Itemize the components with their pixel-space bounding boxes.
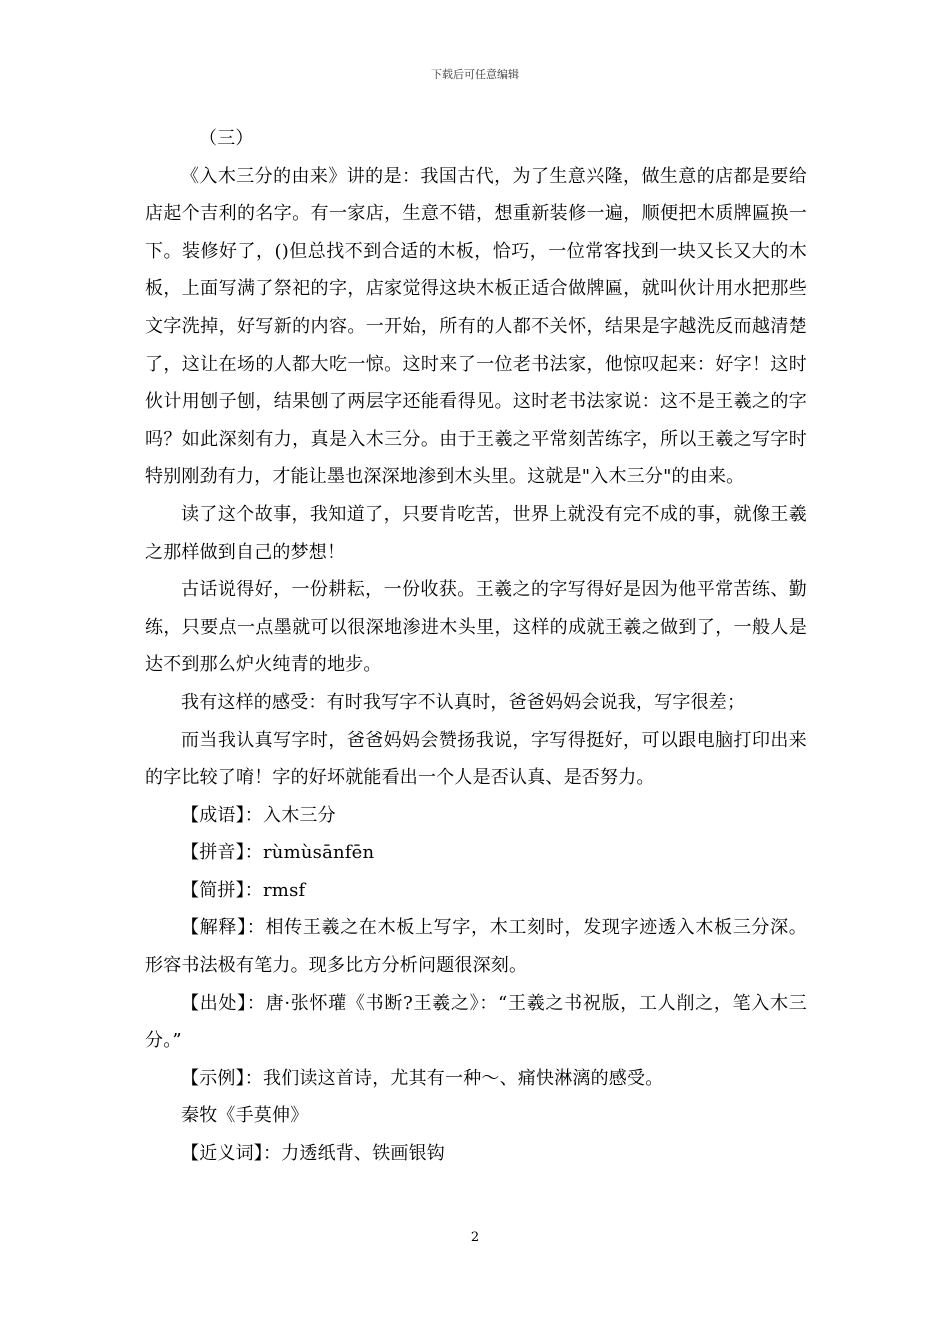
idiom-entry: 【成语】：入木三分: [181, 804, 336, 826]
page-number: 2: [470, 1230, 480, 1245]
page-header: 下载后可任意编辑: [431, 68, 519, 81]
paragraph-reflection-1: 读了这个故事，我知道了，只要肯吃苦，世界上就没有完不成的事，就像王羲之那样做到自己的梦想！: [145, 503, 807, 563]
source-entry: 【出处】：唐·张怀瓘《书断?王羲之》：“王羲之书祝版，工人削之，笔入木三分。”: [145, 992, 807, 1052]
synonyms-entry: 【近义词】：力透纸背、铁画银钩: [181, 1143, 445, 1165]
example-author: 秦牧《手莫伸》: [181, 1105, 309, 1127]
paragraph-story: 《入木三分的由来》讲的是：我国古代，为了生意兴隆，做生意的店都是要给店起个吉利的名字。有一家店，生意不错，想重新装修一遍，顺便把木质牌匾换一下。装修好了，()但总找不到合适的木板，恰巧，一位常客找到一块又长又大的木板，上面写满了祭祀的字，店家觉得这块木板正适合做牌匾，就叫伙计用水把那些文字洗掉，好写新的内容。一开始，所有的人都不关怀，结果是字越洗反而越清楚了，这让在场的人都大吃一惊。这时来了一位老书法家，他惊叹起来：好字！这时伙计用刨子刨，结果刨了两层字还能看得见。这时老书法家说：这不是王羲之的字吗？如此深刻有力，真是入木三分。由于王羲之平常刻苦练字，所以王羲之写字时特别刚劲有力，才能让墨也深深地渗到木头里。这就是"入木三分"的由来。: [145, 165, 807, 488]
paragraph-feeling-1: 我有这样的感受：有时我写字不认真时，爸爸妈妈会说我，写字很差；: [181, 691, 746, 713]
pinyin-entry: 【拼音】：rùmùsānfēn: [181, 842, 375, 864]
section-number: （三）: [199, 128, 254, 149]
paragraph-feeling-2: 而当我认真写字时，爸爸妈妈会赞扬我说，字写得挺好，可以跟电脑打印出来的字比较了唷！字的好坏就能看出一个人是否认真、是否努力。: [145, 729, 807, 789]
explanation-entry: 【解释】：相传王羲之在木板上写字，木工刻时，发现字迹透入木板三分深。形容书法极有笔力。现多比方分析问题很深刻。: [145, 917, 807, 977]
example-entry: 【示例】：我们读这首诗，尤其有一种～、痛快淋漓的感受。: [181, 1067, 664, 1089]
document-body: [145, 120, 807, 1173]
abbreviation-entry: 【简拼】：rmsf: [181, 879, 306, 901]
paragraph-reflection-2: 古话说得好，一份耕耘，一份收获。王羲之的字写得好是因为他平常苦练、勤练，只要点一点墨就可以很深地渗进木头里，这样的成就王羲之做到了，一般人是达不到那么炉火纯青的地步。: [145, 579, 807, 676]
